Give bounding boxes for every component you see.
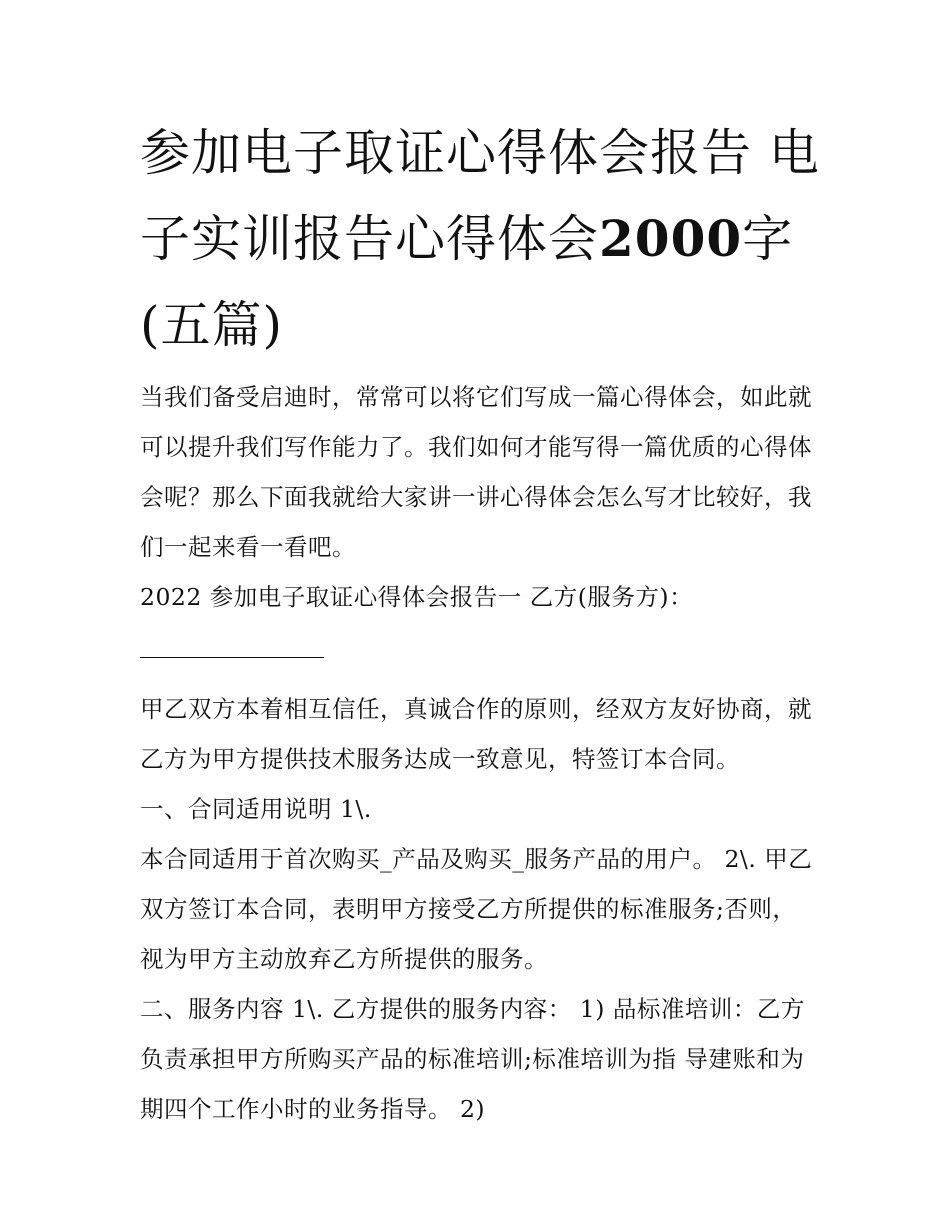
contract-intro-paragraph: 甲乙双方本着相互信任，真诚合作的原则，经双方友好协商，就乙方为甲方提供技术服务达成一致意见，特签订本合同。 [140, 695, 812, 773]
title-text-part2: 字(五篇) [140, 210, 794, 354]
title-text-part1: 参加电子取证心得体会报告 电子实训报告心得体会 [140, 124, 820, 268]
title-number: 2000 [599, 209, 743, 268]
document-title [140, 110, 820, 368]
document-page [140, 110, 820, 1134]
blank-fill-line [140, 608, 324, 658]
clause2-body: 二、服务内容 1\. 乙方提供的服务内容： 1) 品标准培训：乙方负责承担甲方所购买产品的标准培训;标准培训为指 导建账和为期四个工作小时的业务指导。 2) [140, 995, 805, 1123]
clause1-body: 本合同适用于首次购买_产品及购买_服务产品的用户。 2\. 甲乙双方签订本合同，表明甲方接受乙方所提供的标准服务;否则，视为甲方主动放弃乙方所提供的服务。 [140, 845, 813, 973]
intro-paragraph: 当我们备受启迪时，常常可以将它们写成一篇心得体会，如此就可以提升我们写作能力了。我们如何才能写得一篇优质的心得体会呢？那么下面我就给大家讲一讲心得体会怎么写才比较好，我们一起来看一看吧。 [140, 383, 812, 561]
section-heading: 2022 参加电子取证心得体会报告一 乙方(服务方)： [140, 583, 694, 611]
clause1-heading: 一、合同适用说明 1\. [140, 795, 372, 823]
